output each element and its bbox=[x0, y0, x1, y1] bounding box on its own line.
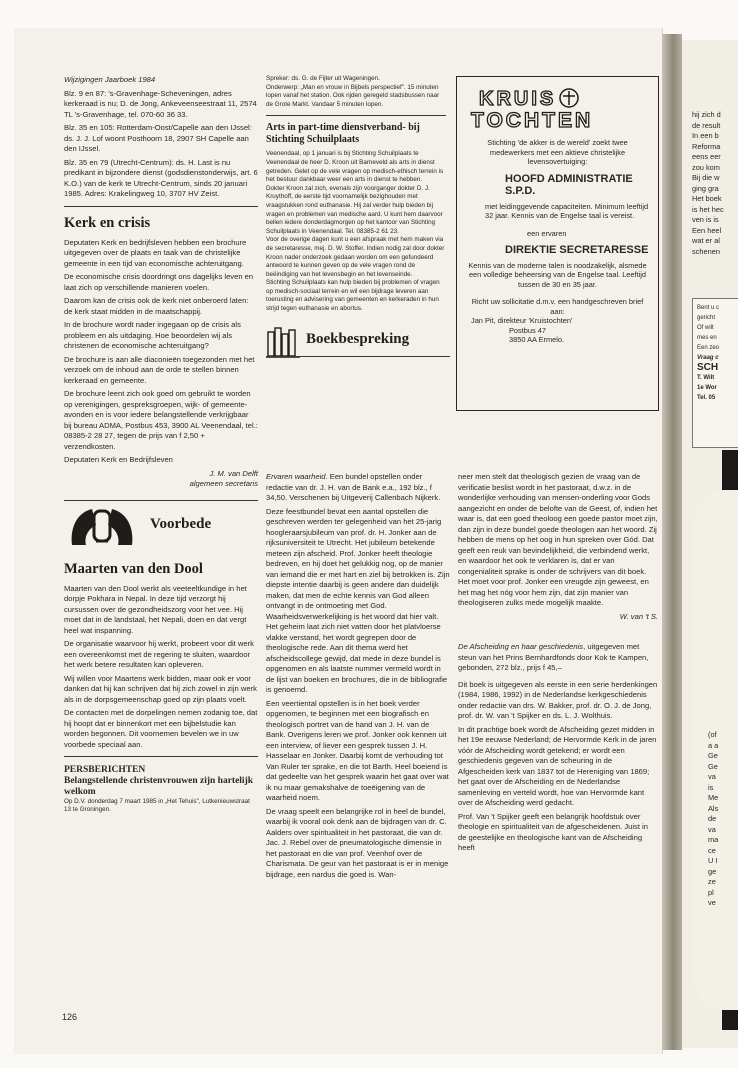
ad-job-2-text: Kennis van de moderne talen is noodzakelijk, alsmede een volledige beheersing van de Engelse taal. Leeftijd tussen de 30 en 35 jaar. bbox=[468, 260, 647, 289]
arts-paragraph-1: Veenendaal, op 1 januari is bij Stichting Schuilplaats te Veenendaal de heer D. Kroon uit Barneveld als arts in dienst getreden. Gelet op de vele vragen op medisch-ethisch terrein is het bestuur dankbaar weer een arts in dienst te hebben. bbox=[266, 150, 444, 184]
next-page-line: ging gra bbox=[692, 183, 719, 193]
persbericht-title: Belangstellende christenvrouwen zijn hartelijk welkom bbox=[64, 775, 254, 797]
boekbespreking-header bbox=[266, 324, 446, 364]
ad-job-1: HOOFD ADMINISTRATIE S.P.D. bbox=[505, 172, 633, 197]
next-page-inner-line: ce bbox=[708, 845, 716, 855]
review-1 bbox=[266, 472, 450, 883]
next-page-inner-line: va bbox=[708, 824, 716, 834]
kerk-paragraph-3: Daarom kan de crisis ook de kerk niet onberoerd laten: de kerk staat midden in de maatschappij. bbox=[64, 296, 249, 316]
next-page-inner-line: pl bbox=[708, 887, 714, 897]
ad-address-2: Postbus 47 bbox=[509, 325, 546, 335]
wijziging-3: Blz. 35 en 79 (Utrecht-Centrum): ds. H. Last is nu predikant in bijzondere dienst (godsdienstonderwijs, art. 6 K.O.) van de kerk te Utrecht-Centrum, sinds 20 januari 1985. Adres: Krakelingweg 10, 3707 HV Zeist. bbox=[64, 157, 258, 198]
ad-intro: Stichting 'de akker is de wereld' zoekt twee medewerkers met een aktieve christelijke levensovertuiging: bbox=[487, 138, 628, 166]
svg-text:TOCHTEN: TOCHTEN bbox=[471, 109, 594, 131]
next-page-box-line: Bent u c bbox=[697, 305, 720, 311]
next-page-box-line: SCH bbox=[697, 362, 719, 373]
next-page-box bbox=[692, 298, 738, 448]
column-2 bbox=[266, 75, 446, 364]
next-page-inner-line: de bbox=[708, 814, 717, 823]
next-page-box-line: Tel. 05 bbox=[697, 395, 716, 401]
maarten-paragraph-3: Wij willen voor Maartens werk bidden, maar ook er voor danken dat hij kan schrijven dat hij zich zowel in zijn werk als in de dorpsgemeenschap goed op zijn plaats voelt. bbox=[64, 673, 257, 704]
kerk-paragraph-5: De brochure is aan alle diaconieën toegezonden met het verzoek om de inhoud aan de orde te stellen binnen kerkeraad en gemeente. bbox=[64, 354, 255, 385]
next-page-line: In een b bbox=[692, 131, 719, 140]
maarten-heading: Maarten van den Dool bbox=[64, 560, 203, 577]
next-page-line: eens eer bbox=[692, 152, 721, 161]
next-page-inner-line: ge bbox=[708, 866, 717, 876]
arts-paragraph-4: Stichting Schuilplaats kan hulp bieden bij problemen of vragen op medisch-sociaal terrein en wil een bijdrage leveren aan toerusting en advisering van gemeenten en kerkeraden in hun strijd tegen euthanasie en abortus. bbox=[266, 279, 440, 313]
review-1-title: Ervaren waarheid. bbox=[266, 472, 328, 481]
next-page-line: ven is is bbox=[692, 215, 719, 224]
persberichten-label: PERSBERICHTEN bbox=[64, 765, 146, 775]
next-page-edge bbox=[682, 40, 738, 1048]
next-page-line: Het boek bbox=[692, 194, 722, 203]
wijziging-2: Blz. 35 en 105: Rotterdam-Oost/Capelle aan den IJssel: ds. J. J. Lof woont Posthoorn 18, 2907 SH Capelle aan den IJssel. bbox=[64, 123, 252, 153]
arts-paragraph-3: Voor de overige dagen kunt u een afspraak met hem maken via de secretaresse, mej. D. W. Stoffer. Indien nodig zal door dokter Kroon nader onderzoek gedaan worden om een gefundeerd antwoord te kunnen geven op de vele vragen rond de beëindiging van het levensbegin en het levenseinde. bbox=[266, 236, 445, 278]
voorbede-header bbox=[64, 500, 258, 553]
next-page-line: Bij die w bbox=[692, 173, 720, 182]
column-3 bbox=[458, 472, 658, 857]
kruistochten-advertisement bbox=[456, 76, 659, 411]
next-page-line: is het hec bbox=[692, 204, 724, 214]
next-page-line: schenen bbox=[692, 246, 720, 256]
next-page-inner-line: ze bbox=[708, 877, 716, 886]
next-page-bottom-text bbox=[696, 1012, 718, 1037]
review-1-paragraph-1: Deze feestbundel bevat een aantal opstellen die geschreven werden ter gelegenheid van het 25-jarig hoogleraarsjubileum van prof. dr. H. Jonker aan de rijksuniversiteit te Utrecht. Het jubileum betekende meteen zijn afscheid. Prof. Jonker heeft theologie bedreven, en hij doet het gelukkig nog, op de manier van iemand die er met hart en ziel bij betrokken is. Zijn diepste intentie daarbij is geen andere dan duidelijk maken, dat men de echte kennis van God alleen ontvangt in de ontmoeting met God. Waarheidsverwerkelijking is het woord dat hier valt. Het geheim laat zich niet vatten door het platvloerse vlakke verstand, het wordt gegrepen door de theologische rede. Aan dit thema werd het afscheidscollege gewijd, dat mede in deze bundel is opgenomen en als laatste nummer vermeld wordt in de lijst van boeken en brochures, die in de bibliografie is genoemd. bbox=[266, 506, 450, 694]
review-2-paragraph-2: In dit prachtige boek wordt de Afscheiding gezet midden in het 19e eeuwse Nederland; de Hervormde Kerk in de jaren vóór de Afscheiding wordt getekend; er wordt een geschiedenis gegeven van de scheuring in de Afgescheiden kerk van 1837 tot de Hereniging van 1869; het gaat over de Afscheiding en de Nederlandse samenleving en verteld wordt, hoe van Hervormde kant over de Afscheiding werd gedacht. bbox=[458, 724, 657, 807]
next-page-line: Reforma bbox=[692, 141, 721, 151]
ad-job-2: DIREKTIE SECRETARESSE bbox=[505, 244, 649, 256]
books-icon bbox=[266, 324, 310, 360]
kerk-paragraph-1: Deputaten Kerk en bedrijfsleven hebben een brochure uitgegeven over de plaats en taak van de christelijke gemeente in een tijd van economische achteruitgang. bbox=[64, 237, 247, 268]
kruistochten-logo bbox=[465, 85, 653, 131]
page-gutter bbox=[662, 34, 682, 1050]
next-page-box-line: Of wilt bbox=[697, 325, 714, 331]
review-1-paragraph-3: De vraag speelt een belangrijke rol in heel de bundel, waarbij ik vooral ook denk aan de bijdragen van dr. C. Aalders over spiritualiteit in het pastoraat, die van dr. Jac. J. Rebel over de pneumatologische dimensie in het pastoraat en die van prof. Veenhof over de Charismata. De geur van het pastoraat is er in menige bijdrage, een nardus die goed is. Wan- bbox=[266, 806, 449, 879]
next-page-inner-line: is bbox=[708, 782, 714, 792]
review-1-header: Een bundel opstellen onder redactie van dr. J. H. van de Bank e.a., 192 blz., f 34,50. Verschenen bij Uitgeverij Callenbach Nijkerk. bbox=[266, 472, 441, 502]
next-page-bottom-line: ANT bbox=[696, 1028, 716, 1037]
next-page-inner-line: Ge bbox=[708, 751, 718, 760]
ad-address-3: 3850 AA Ermelo. bbox=[509, 335, 565, 344]
persbericht-text: Op D.V. donderdag 7 maart 1985 in „Het Tehuis”, Lutkenieuwstraat 13 te Groningen. bbox=[64, 797, 250, 814]
svg-text:KRUIS: KRUIS bbox=[479, 88, 557, 110]
next-page-inner-line: Me bbox=[708, 793, 719, 802]
next-page-inner-line: ve bbox=[708, 898, 716, 907]
divider bbox=[64, 756, 258, 757]
divider bbox=[266, 356, 450, 357]
next-page-line: de result bbox=[692, 120, 721, 130]
review-1-continued: neer men stelt dat theologisch gezien de vraag van de verificatie beslist wordt in het pastoraat, d.w.z. in de wonderlijke verhouding van mensen-onderling voor Gods aangezicht en onder de belofte van de Geest, of, indien het waar is, dat een goed theoloog een goede pastor moet zijn, dan zijn in deze bundel goede theologen aan het woord. Zij hebben de mens op het oog in hun spreken over Gód. Dat geeft een reuk van bevindelijkheid, die verbindend werkt, en waardoor het ook te verklaren is, dat er van congenialiteit sprake is onder de schrijvers van dit boek. Het moet voor prof. Jonker een vreugde zijn geweest, en het mag het nóg voor hem zijn, dat zijn manier van theologiseren zulks mede mogelijk maakte. bbox=[458, 472, 658, 607]
kerk-signature-name: J. M. van Delft bbox=[209, 468, 258, 478]
review-1-paragraph-2: Een veertiental opstellen is in het boek verder opgenomen, te beginnen met een biografisch en theologisch portret van de hand van J. H. van de Bank. Overigens leren we prof. Jonker ook kennen uit een interview, of liever een gesprek tussen J. H. Hasselaar en Jonker. Daarbij komt de verhouding tot Van Ruler ter sprake, en die tot Barth. Heel boeiend is dat gedeelte van het gesprek waarin het gaat over wat ik nu maar gemakshalve de toeëigening van de waarheid noem. bbox=[266, 698, 449, 802]
kerk-paragraph-7: Deputaten Kerk en Bedrijfsleven bbox=[64, 455, 173, 464]
next-page-box-line: mes en bbox=[697, 335, 717, 341]
maarten-paragraph-4: De contacten met de dorpelingen nemen zodanig toe, dat hij hoopt dat er binnenkort met een bijbelstudie kan worden begonnen. Dit voornemen bevelen we in uw voorbede speciaal aan. bbox=[64, 708, 258, 749]
next-page-line: hij zich d bbox=[692, 110, 721, 119]
praying-hands-icon bbox=[66, 505, 138, 549]
next-page-box-line: Vraag c bbox=[697, 355, 719, 361]
next-page-box-line: Een zeo bbox=[697, 345, 720, 351]
boekbespreking-title: Boekbespreking bbox=[306, 330, 410, 347]
next-page-inner-line: (of bbox=[708, 730, 717, 739]
page-number: 126 bbox=[62, 1012, 78, 1022]
next-page-inner-text bbox=[708, 730, 718, 909]
wijziging-1: Blz. 9 en 87: 's-Gravenhage-Scheveningen, adres kerkeraad is nu; D. de Jong, Ankeveenseestraat 11, 2574 TL 's-Gravenhage, tel. 070-60 36 33. bbox=[64, 88, 257, 119]
next-page-line: zou kom bbox=[692, 162, 720, 172]
onderwerp-line: Onderwerp: „Man en vrouw in Bijbels perspectief”. 15 minuten lopen vanaf het station. Ook rijden geregeld stadsbussen naar de Grote Markt. Vandaar 5 minuten lopen. bbox=[266, 83, 440, 108]
review-2-paragraph-3: Prof. Van 't Spijker geeft een belangrijk hoofdstuk over theologie en spiritualiteit van de afgescheidenen. Juist in de geestelijke en theologische kant van de Afscheiding heeft bbox=[458, 811, 648, 852]
next-page-inner-line: va bbox=[708, 772, 716, 781]
ad-address-1: Jan Pit, direkteur 'Kruistochten' bbox=[471, 316, 573, 325]
next-page-text bbox=[692, 110, 738, 257]
next-page-box-line: 1e Wor bbox=[697, 385, 717, 391]
maarten-paragraph-2: De organisatie waarvoor hij werkt, probeert voor dit werk een overeenkomst met de regering te sluiten, waardoor het werk betere resultaten kan opleveren. bbox=[64, 639, 254, 669]
next-page-line: wat er al bbox=[692, 236, 720, 245]
arts-heading: Arts in part-time dienstverband- bij Stichting Schuilplaats bbox=[266, 122, 420, 146]
next-page-line: Een heel bbox=[692, 225, 722, 235]
kerk-en-crisis-heading: Kerk en crisis bbox=[64, 214, 151, 231]
ad-middle: een ervaren bbox=[527, 228, 567, 238]
maarten-paragraph-1: Maarten van den Dool werkt als veeteeltkundige in het dorpje Pokhara in Nepal. In deze tijd verzorgt hij cursussen over de gezondheidszorg voor het vee. Hij moet dat in de landstaal, het Nepali, doen en dat vergt heel wat inspanning. bbox=[64, 583, 247, 635]
review-2-title: De Afscheiding en haar geschiedenis bbox=[458, 642, 584, 651]
review-2-paragraph-1: Dit boek is uitgegeven als eerste in een serie herdenkingen (1984, 1986, 1992) in de Nederlandse kerkgeschiedenis onder redactie van drs. W. Bakker, prof. dr. O. J. de Jong, prof. dr. W. van 't Spijker en ds. L. J. Wolthuis. bbox=[458, 679, 658, 720]
kerk-signature-role: algemeen secretaris bbox=[189, 479, 258, 488]
divider bbox=[266, 115, 446, 116]
next-page-inner-line: Als bbox=[708, 803, 719, 813]
kerk-paragraph-4: In de brochure wordt nader ingegaan op de crisis als probleem en als uitdaging. Hoe beoordelen wij als christenen de economische achteruitgang? bbox=[64, 320, 241, 350]
kerk-paragraph-6: De brochure leent zich ook goed om gebruikt te worden op verenigingen, gespreksgroepen, wijk- of gemeente-avonden en is voor iedere belangstellende verkrijgbaar bij bureau ADMA, Postbus 453, 3900 AL Veenendaal, tel.: 08385-2 28 27, tegen de prijs van f 2,50 + verzendkosten. bbox=[64, 389, 258, 451]
voorbede-title: Voorbede bbox=[150, 515, 212, 532]
next-page-inner-line: U I bbox=[708, 856, 718, 865]
next-page-inner-line: Ge bbox=[708, 761, 718, 771]
wijzigingen-heading: Wijzigingen Jaarboek 1984 bbox=[64, 75, 156, 84]
review-2-header: , uitgegeven met steun van het Prins Bernhardfonds door Kok te Kampen, gebonden, 272 blz., prijs f 45,– bbox=[458, 642, 649, 672]
divider bbox=[64, 206, 258, 207]
kerk-paragraph-2: De economische crisis doordringt ons dagelijks leven en laat zich op verschillende manieren voelen. bbox=[64, 272, 254, 292]
next-page-inner-line: a a bbox=[708, 740, 719, 750]
ad-job-1-text: met leidinggevende capaciteiten. Minimum leeftijd 32 jaar. Kennis van de Engelse taal is vereist. bbox=[485, 201, 649, 220]
column-1 bbox=[64, 75, 258, 818]
spreker-line: Spreker: ds. G. de Fijter uit Wageningen. bbox=[266, 75, 380, 82]
arts-paragraph-2: Dokter Kroon zal zich, evenals zijn voorganger dokter D. J. Kruythoff, de eerste tijd voornamelijk bezighouden met vraagstukken rond euthanasie. Hij zal verder hulp bieden bij vragen en problemen van medische aard. U kunt hem daarvoor bellen iedere donderdagmorgen op het kantoor van Stichting Schuilplaats in Veenendaal. Tel. 08385-2 61 23. bbox=[266, 184, 443, 235]
next-page-box-line: T. Wilt bbox=[697, 375, 715, 381]
review-1-signature: W. van 't S. bbox=[619, 611, 658, 621]
ad-apply: Richt uw sollicitatie d.m.v. een handgeschreven brief aan: bbox=[471, 297, 644, 316]
next-page-bottom-line: GE bbox=[696, 1012, 719, 1028]
next-page-inner-line: ma bbox=[708, 835, 719, 844]
next-page-box-line: gericht bbox=[697, 315, 716, 321]
